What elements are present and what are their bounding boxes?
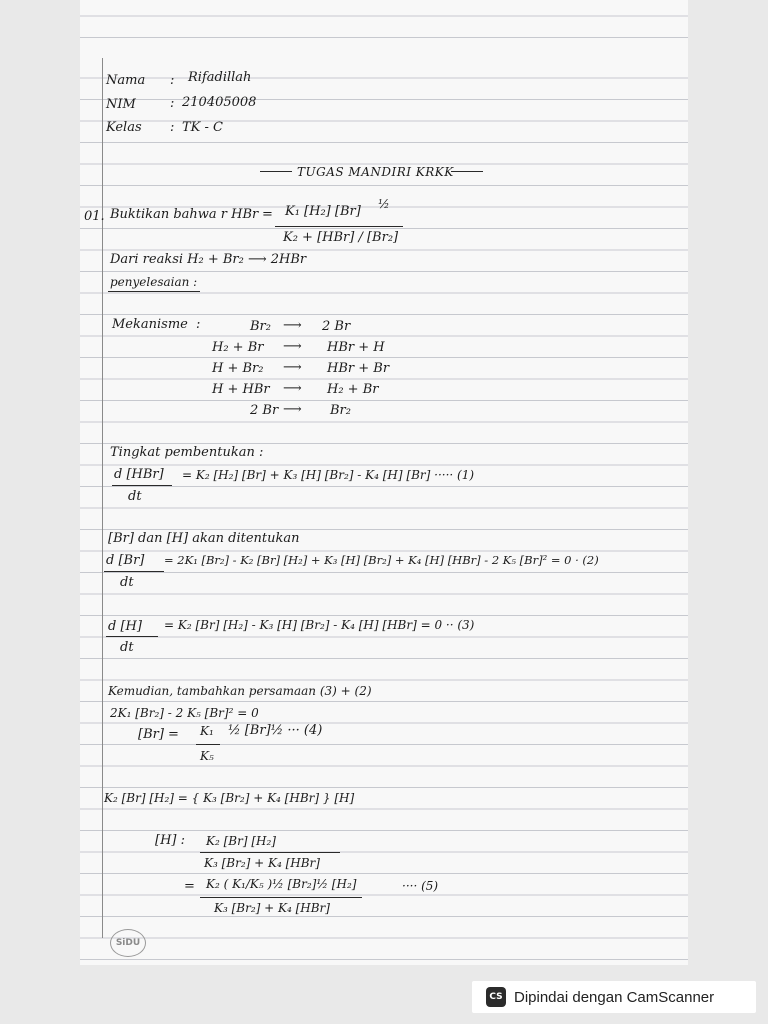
fraction-bar: [112, 485, 172, 486]
fraction-bar: [200, 852, 340, 853]
nama-separator: :: [170, 73, 175, 88]
mechanism-step-left: Br₂: [250, 319, 271, 334]
rate-denominator: K₂ + [HBr] / [Br₂]: [283, 230, 399, 245]
mechanism-colon: :: [196, 317, 201, 332]
rate-numerator-exponent: ½: [378, 197, 390, 211]
question-prompt: Buktikan bahwa r HBr: [110, 207, 259, 222]
reaction-line: Dari reaksi H₂ + Br₂ ⟶ 2HBr: [110, 252, 307, 267]
mechanism-step-arrow: ⟶: [283, 381, 302, 396]
kelas-value: TK - C: [182, 120, 223, 135]
mechanism-step-right: HBr + Br: [327, 361, 390, 376]
mechanism-step-left: H₂ + Br: [212, 340, 264, 355]
nama-label: Nama: [106, 73, 146, 88]
dBr-numerator: d [Br]: [106, 553, 145, 568]
rate-equation-1: = K₂ [H₂] [Br] + K₃ [H] [Br₂] - K₄ [H] [Br] ····· (1): [182, 468, 475, 482]
notebook-brand-stamp: [110, 929, 146, 957]
nim-label: NIM: [106, 97, 136, 112]
fraction-bar: [200, 897, 362, 898]
mechanism-step-right: Br₂: [330, 403, 351, 418]
fraction-bar: [196, 744, 220, 745]
mechanism-step-arrow: ⟶: [283, 339, 302, 354]
combination-intro: Kemudian, tambahkan persamaan (3) + (2): [108, 684, 372, 698]
kelas-label: Kelas: [106, 120, 142, 135]
h-numerator-1: K₂ [Br] [H₂]: [206, 834, 276, 848]
intermediates-intro: [Br] dan [H] akan ditentukan: [108, 531, 300, 546]
mechanism-step-left: H + HBr: [212, 382, 270, 397]
title-dash-right: [451, 171, 483, 172]
rate-equation-3: = K₂ [Br] [H₂] - K₃ [H] [Br₂] - K₄ [H] [HBr] = 0 ·· (3): [164, 618, 475, 632]
nama-value: Rifadillah: [188, 70, 252, 85]
h-numerator-2: K₂ ( K₁/K₅ )½ [Br₂]½ [H₂]: [206, 877, 357, 891]
mechanism-step-arrow: ⟶: [283, 318, 302, 333]
combination-line-1: 2K₁ [Br₂] - 2 K₅ [Br]² = 0: [110, 706, 259, 720]
rate-numerator: K₁ [H₂] [Br]: [285, 204, 361, 219]
rate-section-label: Tingkat pembentukan :: [110, 445, 264, 460]
mechanism-step-arrow: ⟶: [283, 402, 302, 417]
mechanism-step-right: 2 Br: [322, 319, 351, 334]
mechanism-label: Mekanisme: [112, 317, 188, 332]
title-dash-left: [260, 171, 292, 172]
nim-value: 210405008: [182, 95, 257, 110]
question-equals: =: [262, 207, 273, 222]
k1-numerator: K₁: [200, 724, 214, 738]
equals-sign: =: [184, 879, 195, 894]
camscanner-logo-icon: CS: [486, 987, 506, 1007]
mechanism-step-left: 2 Br: [250, 403, 279, 418]
dHBr-denominator: dt: [128, 489, 142, 504]
solution-underline: [108, 291, 200, 292]
equation-5-label: ···· (5): [402, 879, 439, 893]
rate-equation-2: = 2K₁ [Br₂] - K₂ [Br] [H₂] + K₃ [H] [Br₂] + K₄ [H] [HBr] - 2 K₅ [Br]² = 0 · (2): [164, 553, 599, 567]
camscanner-watermark: [472, 981, 756, 1013]
page-title: TUGAS MANDIRI KRKK: [297, 165, 454, 179]
k5-denominator: K₅: [200, 749, 214, 763]
mechanism-step-left: H + Br₂: [212, 361, 264, 376]
fraction-bar: [104, 571, 164, 572]
dH-denominator: dt: [120, 640, 134, 655]
fraction-bar: [106, 636, 158, 637]
br-expression-lhs: [Br] =: [138, 727, 179, 742]
dBr-denominator: dt: [120, 575, 134, 590]
mechanism-step-right: HBr + H: [327, 340, 385, 355]
br-expression-rest: ½ [Br]½ ··· (4): [228, 723, 323, 738]
notebook-page: [80, 0, 688, 965]
fraction-bar: [275, 226, 403, 227]
h-denominator-1: K₃ [Br₂] + K₄ [HBr]: [204, 856, 320, 870]
dH-numerator: d [H]: [108, 619, 142, 634]
kelas-separator: :: [170, 120, 175, 135]
solution-label: penyelesaian :: [110, 275, 198, 289]
stamp-text: SiDU: [115, 938, 141, 948]
h-denominator-2: K₃ [Br₂] + K₄ [HBr]: [214, 901, 330, 915]
mechanism-step-right: H₂ + Br: [327, 382, 379, 397]
h-expression-lhs: [H] :: [155, 833, 185, 848]
nim-separator: :: [170, 96, 175, 111]
margin-line: [102, 58, 103, 938]
watermark-text: Dipindai dengan CamScanner: [514, 988, 715, 1006]
mechanism-step-arrow: ⟶: [283, 360, 302, 375]
combination-line-3: K₂ [Br] [H₂] = { K₃ [Br₂] + K₄ [HBr] } [H]: [104, 791, 355, 805]
question-number: 01.: [84, 209, 105, 224]
dHBr-numerator: d [HBr]: [114, 467, 164, 482]
